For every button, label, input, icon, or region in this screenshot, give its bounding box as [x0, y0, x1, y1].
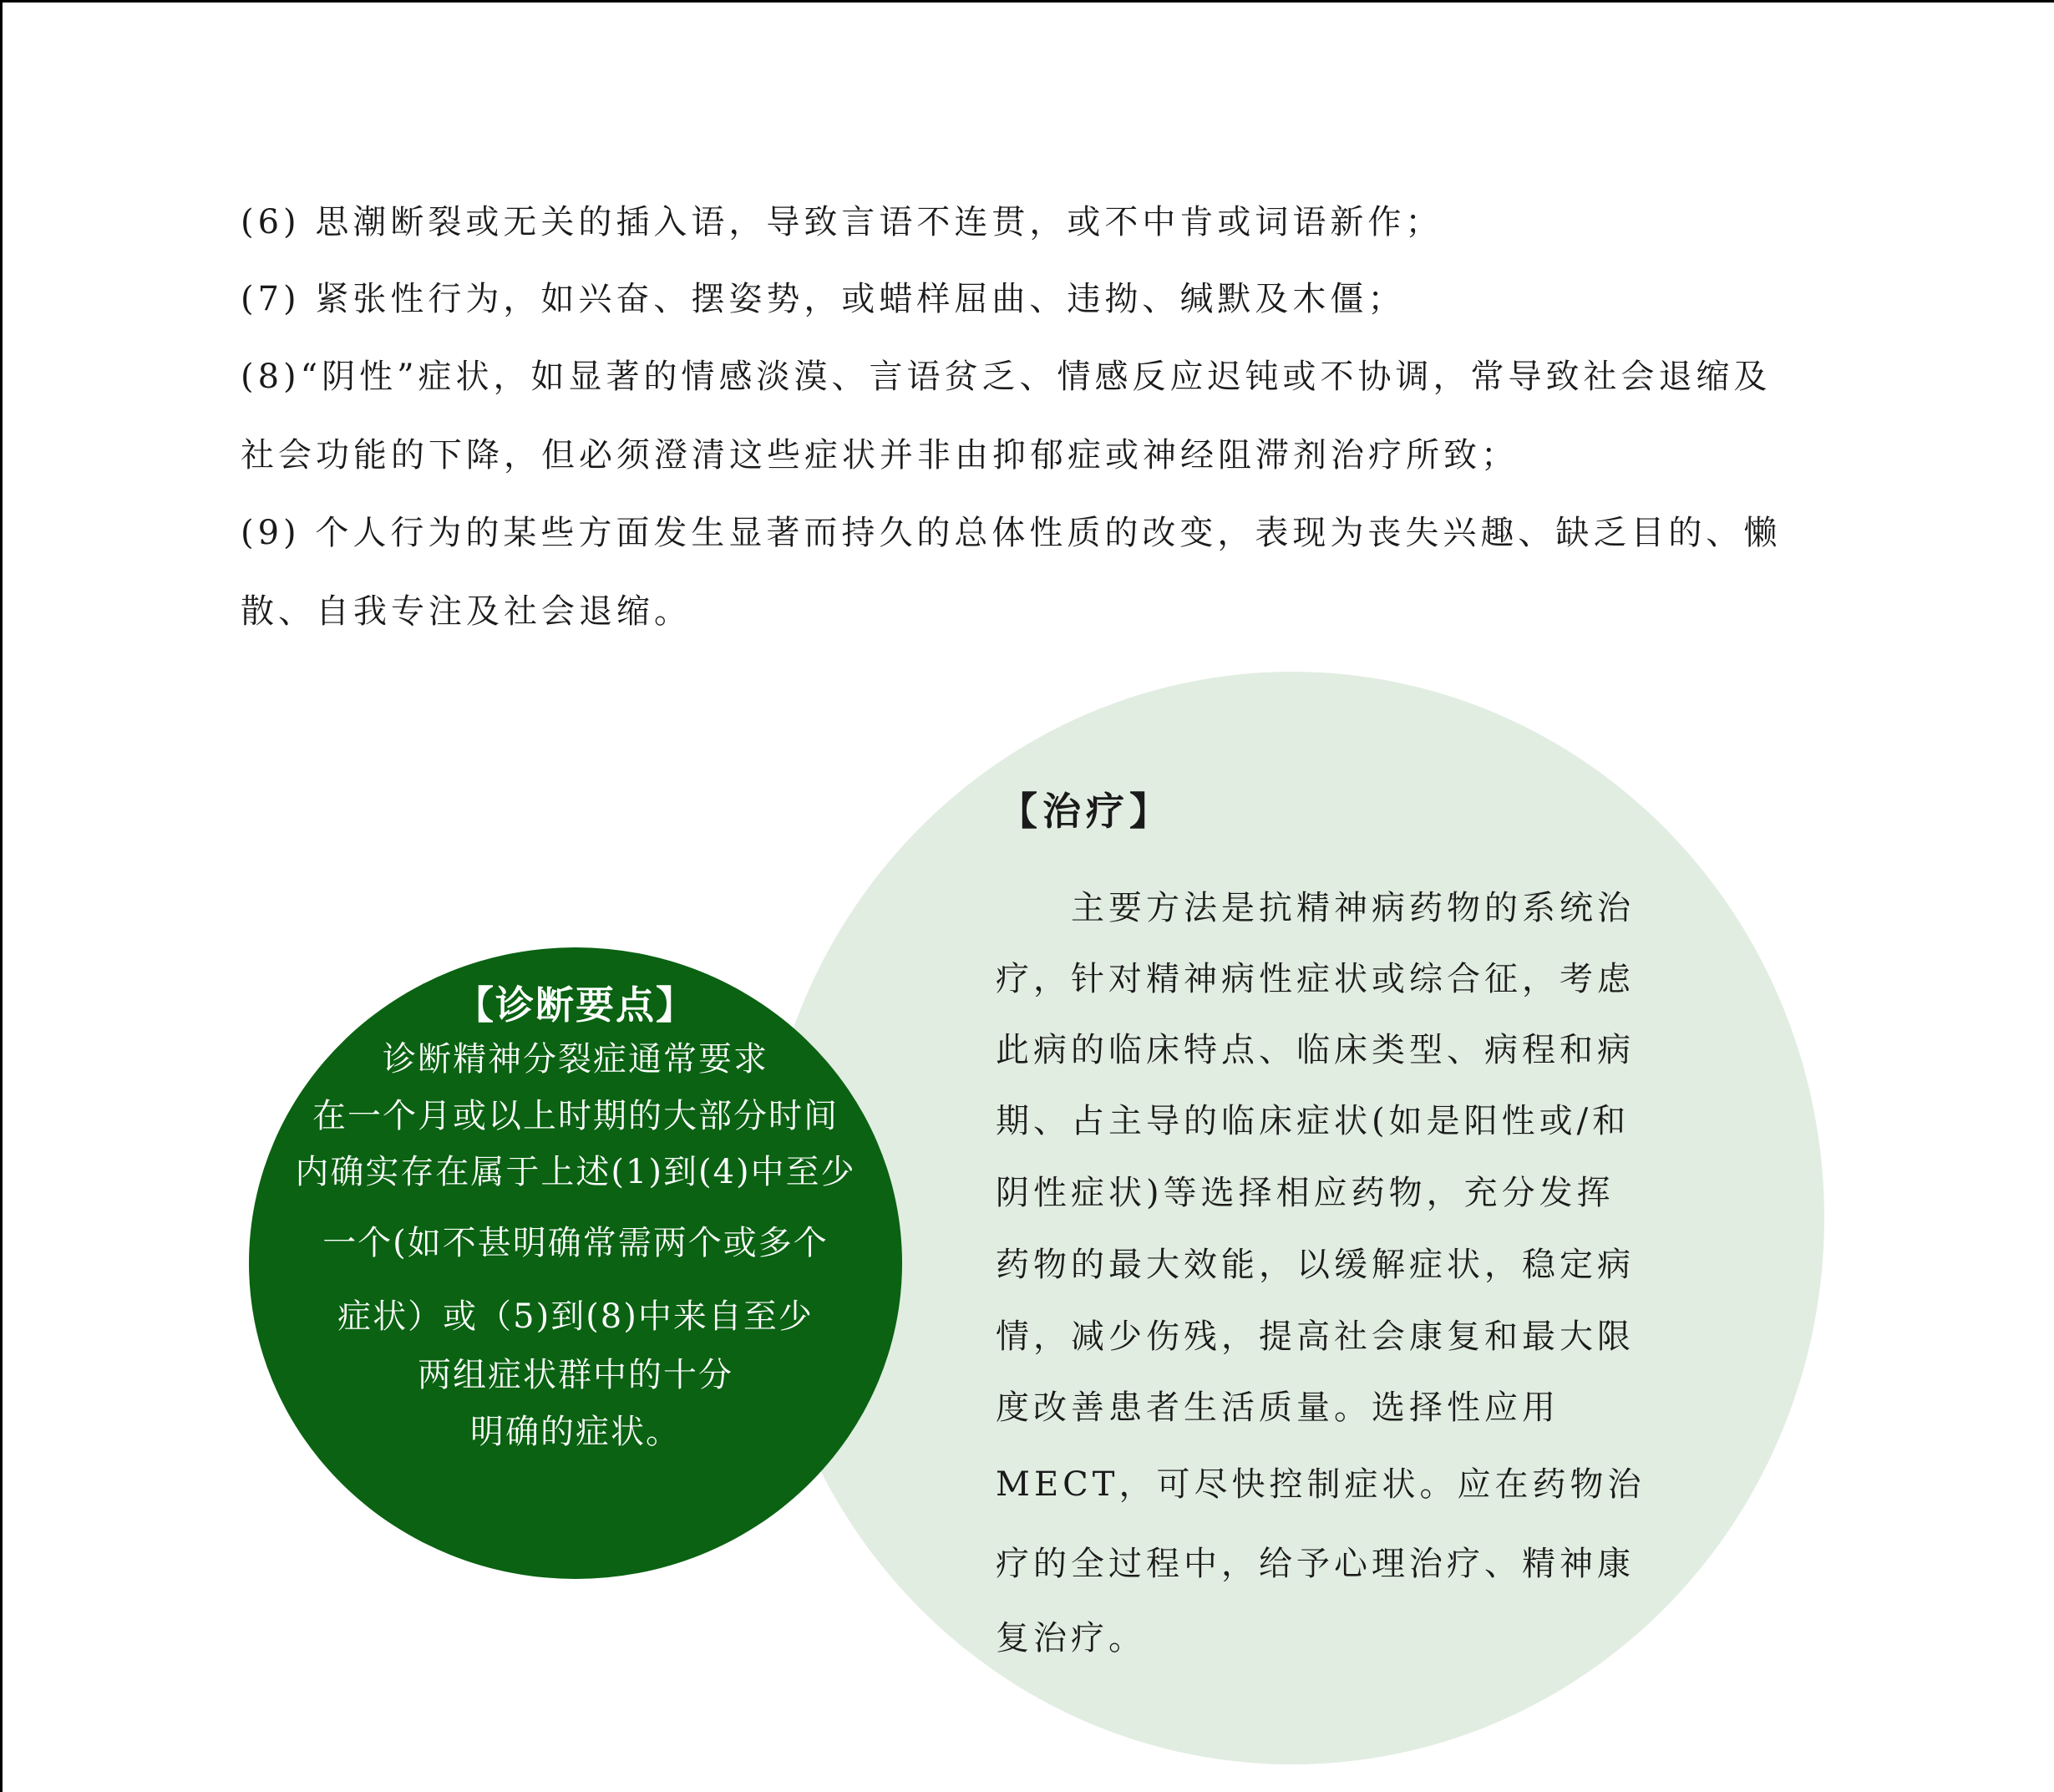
treatment-line: 情，减少伤残，提高社会康复和最大限: [996, 1317, 1635, 1356]
treatment-line: 此病的临床特点、临床类型、病程和病: [996, 1031, 1635, 1069]
diagnosis-line: 症状）或（5)到(8)中来自至少: [337, 1297, 814, 1336]
criterion-9-line-1: (9) 个人行为的某些方面发生显著而持久的总体性质的改变，表现为丧失兴趣、缺乏目的、懒: [241, 514, 1782, 552]
criterion-8-line-1: (8)“阴性”症状，如显著的情感淡漠、言语贫乏、情感反应迟钝或不协调，常导致社会退缩及: [241, 358, 1772, 396]
criterion-6: (6) 思潮断裂或无关的插入语，导致言语不连贯，或不中肯或词语新作；: [241, 203, 1443, 241]
criterion-8-line-2: 社会功能的下降，但必须澄清这些症状并非由抑郁症或神经阻滞剂治疗所致；: [241, 436, 1519, 475]
diagnosis-line: 一个(如不甚明确常需两个或多个: [322, 1224, 829, 1262]
treatment-line: 疗的全过程中，给予心理治疗、精神康: [996, 1545, 1635, 1583]
treatment-line: 期、占主导的临床症状(如是阳性或/和: [996, 1102, 1631, 1140]
diagnosis-line: 明确的症状。: [470, 1413, 681, 1451]
treatment-line: 药物的最大效能，以缓解症状，稳定病: [996, 1246, 1635, 1284]
criterion-7: (7) 紧张性行为，如兴奋、摆姿势，或蜡样屈曲、违拗、缄默及木僵；: [241, 280, 1406, 318]
diagnosis-title: 【诊断要点】: [455, 982, 696, 1028]
treatment-line: 疗，针对精神病性症状或综合征，考虑: [996, 960, 1635, 998]
treatment-circle: [760, 672, 1824, 1764]
treatment-title: 【治疗】: [999, 789, 1173, 834]
criterion-9-line-2: 散、自我专注及社会退缩。: [241, 592, 692, 631]
diagnosis-circle: [249, 947, 902, 1579]
diagnosis-line: 内确实存在属于上述(1)到(4)中至少: [295, 1153, 856, 1191]
diagnosis-line: 诊断精神分裂症通常要求: [383, 1040, 768, 1079]
treatment-line: 度改善患者生活质量。选择性应用: [996, 1388, 1560, 1427]
treatment-line: 阴性症状)等选择相应药物，充分发挥: [996, 1174, 1615, 1212]
treatment-line: MECT，可尽快控制症状。应在药物治: [996, 1465, 1646, 1504]
treatment-line: 复治疗。: [996, 1619, 1146, 1657]
diagnosis-line: 两组症状群中的十分: [418, 1356, 733, 1394]
treatment-line: 主要方法是抗精神病药物的系统治: [996, 889, 1635, 927]
diagnosis-line: 在一个月或以上时期的大部分时间: [312, 1097, 839, 1135]
